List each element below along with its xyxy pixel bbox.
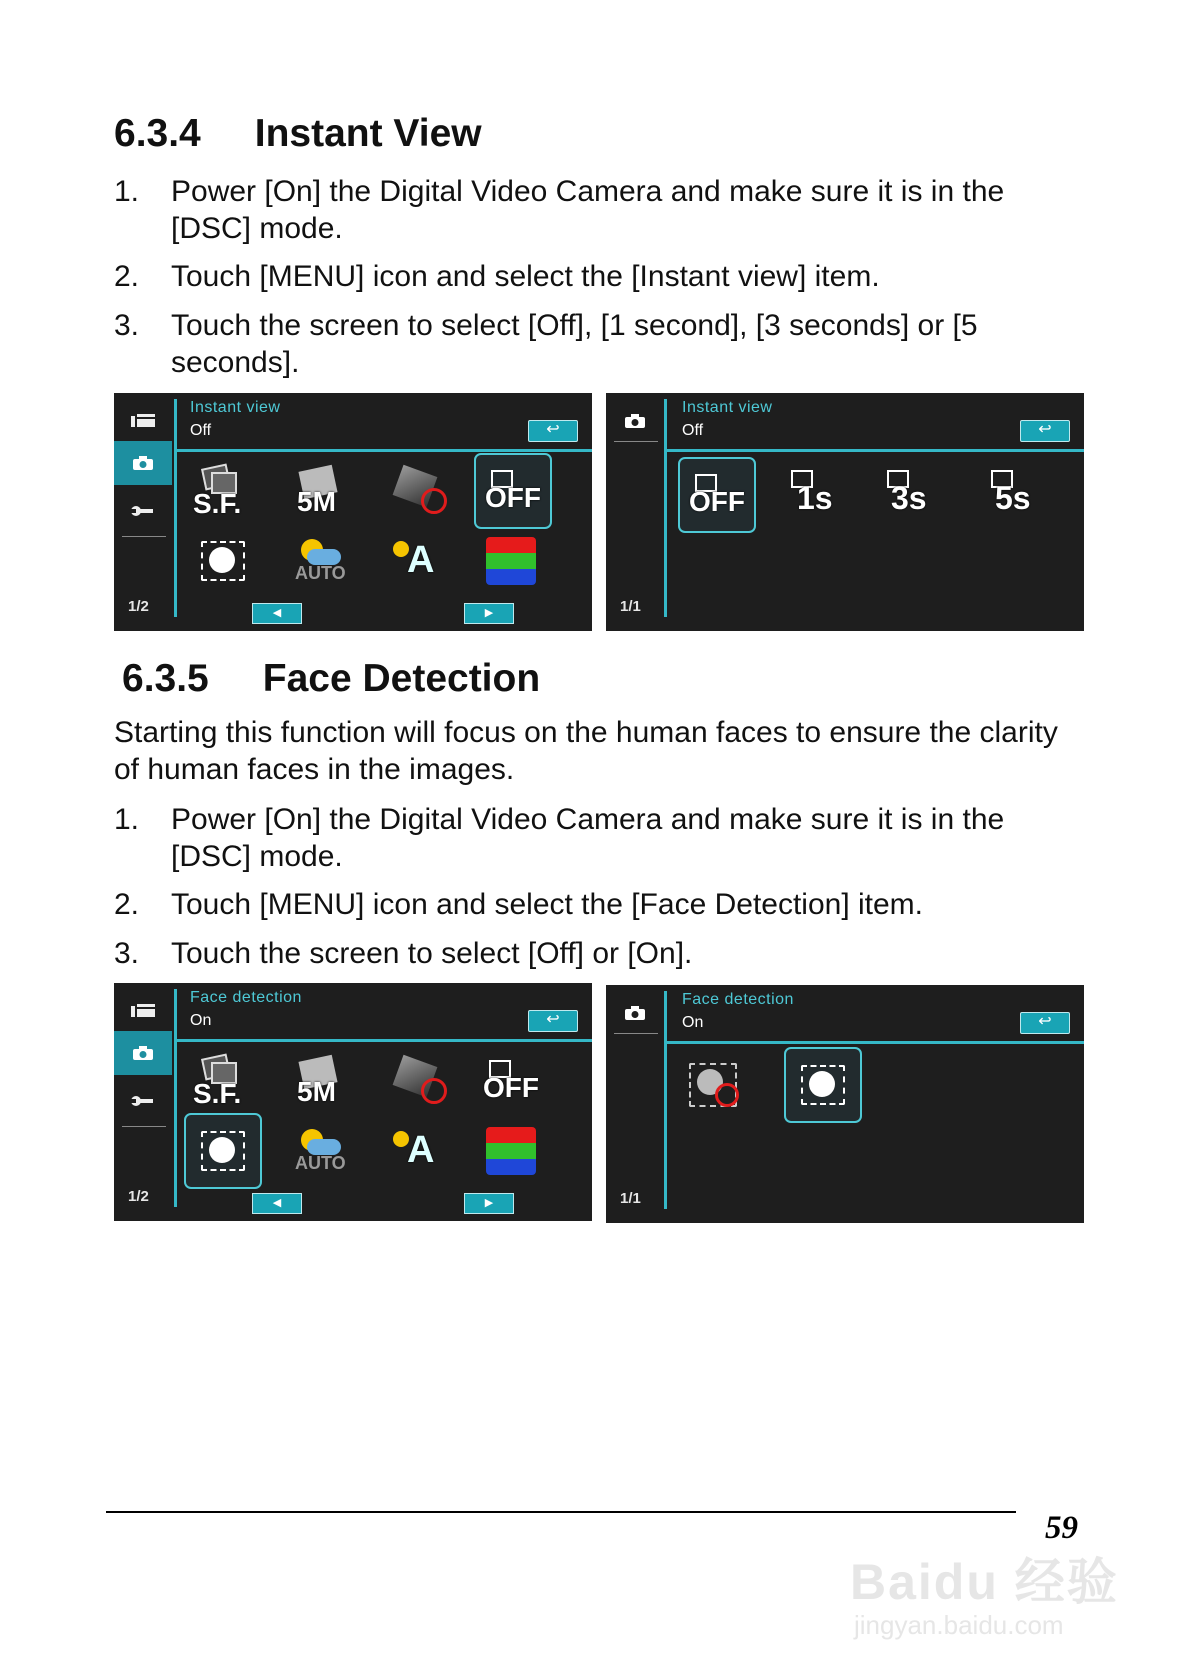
back-button[interactable] <box>528 1010 578 1032</box>
divider <box>174 989 177 1207</box>
camera-tab-icon[interactable] <box>606 991 664 1035</box>
face-detection-off-icon[interactable] <box>678 1049 752 1121</box>
return-arrow-icon: ↩ <box>546 1011 560 1028</box>
next-page-button[interactable]: ▶ <box>464 603 514 624</box>
back-button[interactable] <box>1020 1012 1070 1034</box>
weather-auto-icon[interactable]: AUTO <box>284 1115 358 1187</box>
prev-page-button[interactable]: ◀ <box>252 603 302 624</box>
no-flash-icon[interactable] <box>384 1045 458 1117</box>
face-detection-icon[interactable] <box>184 1113 262 1189</box>
next-page-button[interactable]: ▶ <box>464 1193 514 1214</box>
list-number: 2. <box>114 888 140 921</box>
page-indicator: 1/2 <box>128 1188 149 1205</box>
instant-view-off-icon[interactable]: OFF <box>474 1045 548 1117</box>
section-title: Instant View <box>254 112 482 155</box>
face-detection-icon[interactable] <box>186 525 260 597</box>
watermark-url: jingyan.baidu.com <box>854 1610 1064 1640</box>
option-5s[interactable]: 5s <box>978 457 1052 529</box>
section-title: Face Detection <box>262 657 541 700</box>
page-indicator: 1/1 <box>620 1190 641 1207</box>
camera-screen-face-detection-menu <box>114 983 592 1221</box>
camera-tab-icon[interactable] <box>606 399 664 443</box>
stabilizer-sf-icon[interactable]: S.F. <box>186 455 260 527</box>
section-heading-instant-view <box>114 112 482 156</box>
camera-tab-icon[interactable] <box>114 441 172 485</box>
list-text: Power [On] the Digital Video Camera and make sure it is in the [DSC] mode. <box>171 803 1005 873</box>
divider <box>664 991 667 1209</box>
color-effect-icon[interactable] <box>474 1115 548 1187</box>
list-text: Touch the screen to select [Off], [1 second], [3 seconds] or [5 seconds]. <box>171 309 978 379</box>
divider <box>174 399 177 617</box>
divider <box>664 1041 1084 1044</box>
face-detection-on-icon[interactable] <box>784 1047 862 1123</box>
list-text: Power [On] the Digital Video Camera and make sure it is in the [DSC] mode. <box>171 175 1005 245</box>
list-text: Touch [MENU] icon and select the [Face Detection] item. <box>171 888 924 921</box>
divider <box>614 441 658 442</box>
resolution-5m-icon[interactable]: 5M <box>284 1045 358 1117</box>
divider <box>174 449 592 452</box>
watermark-brand: Baidu 经验 <box>850 1554 1119 1610</box>
list-number: 1. <box>114 175 140 208</box>
list-text: Touch the screen to select [Off] or [On]. <box>171 937 693 970</box>
divider <box>614 1033 658 1034</box>
camera-tab-icon[interactable] <box>114 1031 172 1075</box>
menu-value: On <box>190 1012 212 1029</box>
page-number: 59 <box>1045 1510 1078 1546</box>
section-heading-face-detection <box>122 657 540 701</box>
camera-screen-instant-view-menu <box>114 393 592 631</box>
menu-value: On <box>682 1014 704 1031</box>
list-number: 3. <box>114 309 140 342</box>
wrench-tab-icon[interactable] <box>114 489 172 533</box>
menu-title: Instant view <box>190 399 281 416</box>
weather-auto-icon[interactable]: AUTO <box>284 525 358 597</box>
back-button[interactable] <box>528 420 578 442</box>
footer-rule <box>106 1511 1016 1513</box>
menu-value: Off <box>190 422 212 439</box>
watermark <box>850 1520 1130 1640</box>
list-number: 3. <box>114 937 140 970</box>
camera-screen-face-detection-options <box>606 985 1084 1223</box>
camera-screen-instant-view-options <box>606 393 1084 631</box>
scene-auto-a-icon[interactable]: A <box>384 525 458 597</box>
section-intro: Starting this function will focus on the human faces to ensure the clarity of human faces in the images. <box>114 716 1058 786</box>
divider <box>122 536 166 537</box>
option-3s[interactable]: 3s <box>874 457 948 529</box>
back-button[interactable] <box>1020 420 1070 442</box>
divider <box>664 449 1084 452</box>
scene-auto-a-icon[interactable]: A <box>384 1115 458 1187</box>
menu-tab-icon[interactable] <box>114 399 172 443</box>
divider <box>664 399 667 617</box>
menu-tab-icon[interactable] <box>114 989 172 1033</box>
section-number: 6.3.5 <box>122 657 209 700</box>
menu-title: Instant view <box>682 399 773 416</box>
resolution-5m-icon[interactable]: 5M <box>284 455 358 527</box>
menu-title: Face detection <box>682 991 794 1008</box>
stabilizer-sf-icon[interactable]: S.F. <box>186 1045 260 1117</box>
color-effect-icon[interactable] <box>474 525 548 597</box>
prev-page-button[interactable]: ◀ <box>252 1193 302 1214</box>
section-number: 6.3.4 <box>114 112 201 155</box>
no-flash-icon[interactable] <box>384 455 458 527</box>
return-arrow-icon: ↩ <box>1038 421 1052 438</box>
option-off[interactable]: OFF <box>678 457 756 533</box>
instant-view-off-icon[interactable]: OFF <box>474 453 552 529</box>
divider <box>174 1039 592 1042</box>
return-arrow-icon: ↩ <box>546 421 560 438</box>
list-number: 2. <box>114 260 140 293</box>
page-indicator: 1/2 <box>128 598 149 615</box>
list-number: 1. <box>114 803 140 836</box>
option-1s[interactable]: 1s <box>778 457 852 529</box>
divider <box>122 1126 166 1127</box>
wrench-tab-icon[interactable] <box>114 1079 172 1123</box>
return-arrow-icon: ↩ <box>1038 1013 1052 1030</box>
menu-title: Face detection <box>190 989 302 1006</box>
menu-value: Off <box>682 422 704 439</box>
page-indicator: 1/1 <box>620 598 641 615</box>
list-text: Touch [MENU] icon and select the [Instant view] item. <box>171 260 880 293</box>
